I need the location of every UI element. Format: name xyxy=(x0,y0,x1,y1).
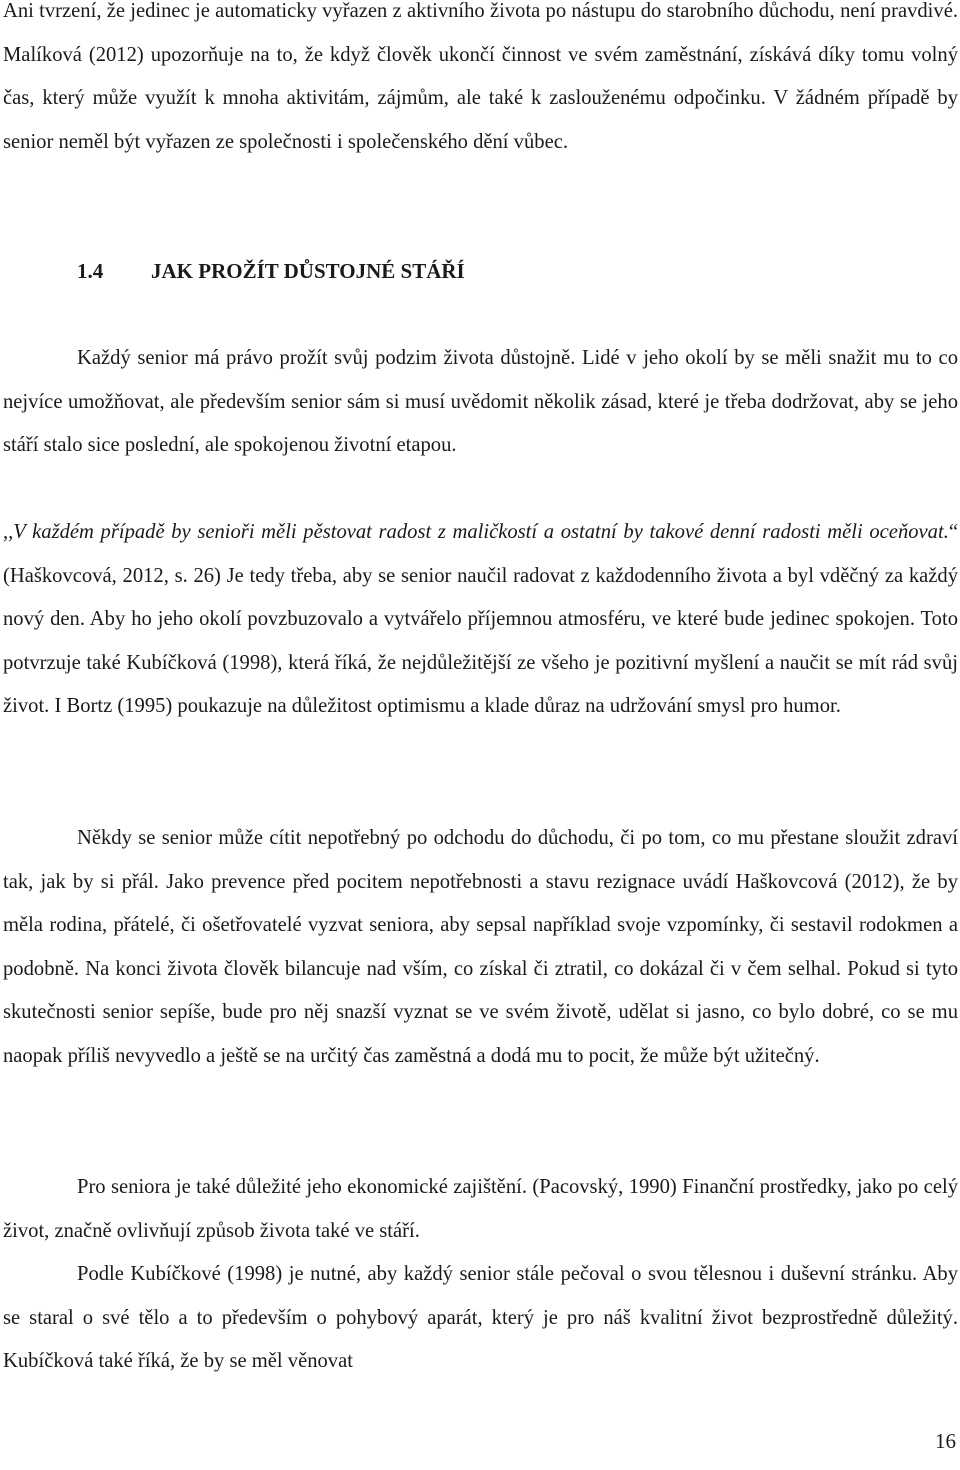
paragraph-6: Podle Kubíčkové (1998) je nutné, aby každý senior stále pečoval o svou tělesnou i duševní stránku. Aby se staral o své tělo a to především o pohybový aparát, který je pro náš kvalitní život bezprostředně důležitý. Kubíčková také říká, že by se měl věnovat xyxy=(3,1263,958,1373)
section-title: JAK PROŽÍT DŮSTOJNÉ STÁŘÍ xyxy=(151,259,465,283)
paragraph-2: Každý senior má právo prožít svůj podzim života důstojně. Lidé v jeho okolí by se měli snažit mu to co nejvíce umožňovat, ale především senior sám si musí uvědomit několik zásad, které je třeba dodržovat, aby se jeho stáří stalo sice poslední, ale spokojenou životní etapou. xyxy=(3,347,958,457)
paragraph-1: Ani tvrzení, že jedinec je automaticky vyřazen z aktivního života po nástupu do starobního důchodu, není pravdivé. Malíková (2012) upozorňuje na to, že když člověk ukončí činnost ve svém zaměstnání, získává díky tomu volný čas, který může využít k mnoha aktivitám, zájmům, ale také k zaslouženému odpočinku. V žádném případě by senior neměl být vyřazen ze společnosti i společenského dění vůbec. xyxy=(3,0,958,153)
section-number: 1.4 xyxy=(77,259,104,283)
paragraph-4: Někdy se senior může cítit nepotřebný po odchodu do důchodu, či po tom, co mu přestane sloužit zdraví tak, jak by si přál. Jako prevence před pocitem nepotřebnosti a stavu rezignace uvádí Haškovcová (2012), že by měla rodina, přátelé, či ošetřovatelé vyzvat seniora, aby sepsal například svoje vzpomínky, či sestavil rodokmen a podobně. Na konci života člověk bilancuje nad vším, co získal či ztratil, co dokázal či v čem selhal. Pokud si tyto skutečnosti senior sepíše, bude pro něj snazší vyznat se ve svém životě, udělat si jasno, co bylo dobré, co se mu naopak příliš nevyvedlo a ještě se na určitý čas zaměstná a dodá mu to pocit, že může být užitečný. xyxy=(3,827,958,1067)
paragraph-5: Pro seniora je také důležité jeho ekonomické zajištění. (Pacovský, 1990) Finanční prostředky, jako po celý život, značně ovlivňují způsob života také ve stáří. xyxy=(3,1176,958,1242)
quote-text: ,,V každém případě by senioři měli pěstovat radost z maličkostí a ostatní by takové denní radosti měli oceňovat. xyxy=(3,521,949,543)
section-heading xyxy=(77,250,465,294)
page-number: 16 xyxy=(935,1429,956,1453)
paragraph-3-text: “ (Haškovcová, 2012, s. 26) Je tedy třeba, aby se senior naučil radovat z každodenního života a byl vděčný za každý nový den. Aby ho jeho okolí povzbuzovalo a vytvářelo příjemnou atmosféru, ve které bude jedinec spokojen. Toto potvrzuje také Kubíčková (1998), která říká, že nejdůležitější ze všeho je pozitivní myšlení a naučit se mít rád svůj život. I Bortz (1995) poukazuje na důležitost optimismu a klade důraz na udržování smysl pro humor. xyxy=(3,521,958,718)
paragraph-3 xyxy=(3,511,958,729)
